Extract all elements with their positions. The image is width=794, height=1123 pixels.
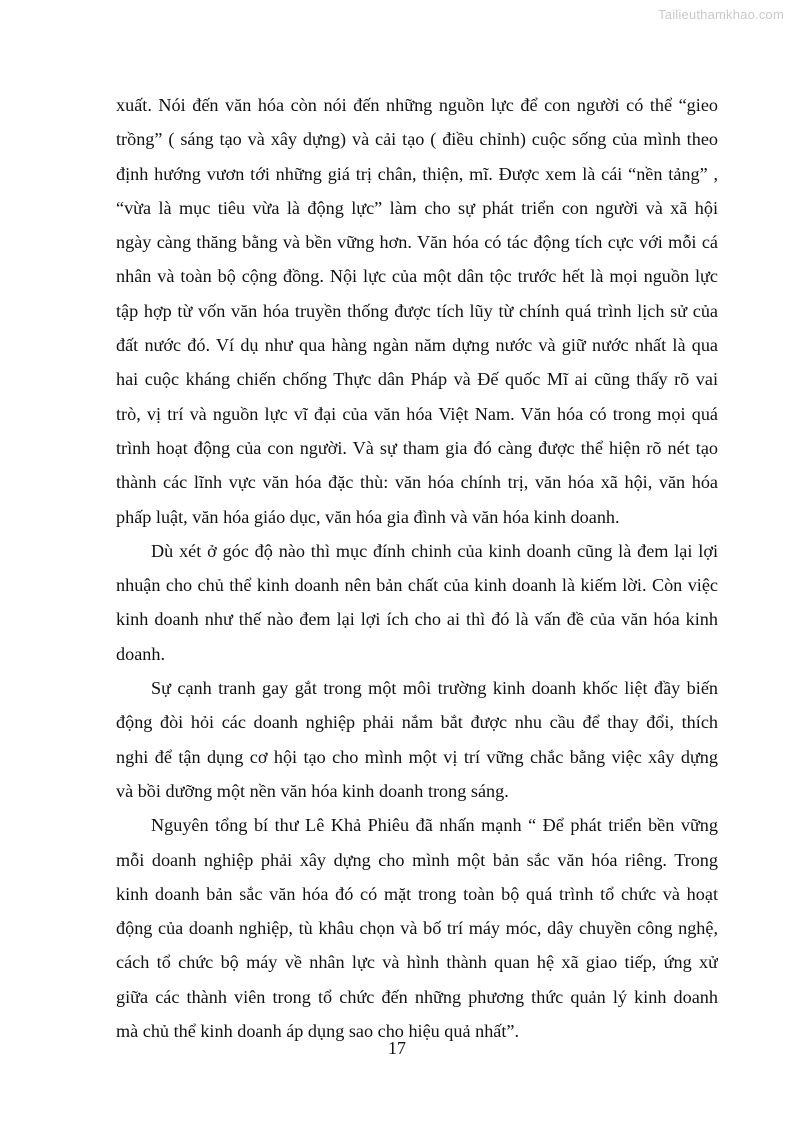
text-line: trò, vị trí và nguồn lực vĩ đại của văn hóa Việt Nam. Văn hóa có trong mọi quá (116, 403, 718, 424)
text-line: động của doanh nghiệp, tù khâu chọn và bố trí máy móc, dây chuyền công nghệ, (116, 918, 718, 939)
text-line: động đòi hỏi các doanh nghiệp phải nắm bắt được nhu cầu để thay đổi, thích (116, 712, 718, 733)
text-line: giữa các thành viên trong tổ chức đến những phương thức quản lý kinh doanh (116, 986, 718, 1007)
text-line: cách tổ chức bộ máy về nhân lực và hình thành quan hệ xã giao tiếp, ứng xử (116, 952, 718, 973)
text-line: trình hoạt động của con người. Và sự tham gia đó càng được thể hiện rõ nét tạo (116, 437, 718, 458)
text-line: nhân và toàn bộ cộng đồng. Nội lực của một dân tộc trước hết là mọi nguồn lực (116, 266, 718, 287)
text-line: Sự cạnh tranh gay gắt trong một môi trường kinh doanh khốc liệt đầy biến (151, 678, 718, 699)
text-line: hai cuộc kháng chiến chống Thực dân Pháp và Đế quốc Mĩ ai cũng thấy rõ vai (116, 369, 718, 390)
text-line: tập hợp từ vốn văn hóa truyền thống được tích lũy từ chính quá trình lịch sử của (116, 300, 718, 321)
text-line: trồng” ( sáng tạo và xây dựng) và cải tạo ( điều chỉnh) cuộc sống của mình theo (116, 129, 718, 150)
text-line: thành các lĩnh vực văn hóa đặc thù: văn hóa chính trị, văn hóa xã hội, văn hóa (116, 472, 718, 493)
text-line: kinh doanh như thế nào đem lại lợi ích cho ai thì đó là vấn đề của văn hóa kinh (116, 609, 718, 630)
text-line: định hướng vươn tới những giá trị chân, thiện, mĩ. Được xem là cái “nền tảng” , (116, 163, 718, 184)
watermark: Tailieuthamkhao.com (658, 7, 784, 22)
text-line: nhuận cho chủ thể kinh doanh nên bản chất của kinh doanh là kiếm lời. Còn việc (116, 575, 718, 596)
text-line: xuất. Nói đến văn hóa còn nói đến những nguồn lực để con người có thể “gieo (116, 95, 718, 115)
text-line: nghi để tận dụng cơ hội tạo cho mình một vị trí vững chắc bằng việc xây dựng (116, 746, 718, 767)
text-line: đất nước đó. Ví dụ như qua hàng ngàn năm dựng nước và giữ nước nhất là qua (116, 335, 718, 356)
text-line: “vừa là mục tiêu vừa là động lực” làm cho sự phát triển con người và xã hội (116, 197, 718, 218)
text-line: mà chủ thể kinh doanh áp dụng sao cho hiệu quả nhất”. (116, 1021, 520, 1042)
document-body (116, 88, 718, 1048)
text-line: doanh. (116, 643, 165, 664)
text-line: Nguyên tổng bí thư Lê Khả Phiêu đã nhấn mạnh “ Để phát triển bền vững (151, 815, 718, 836)
text-line: và bồi dưỡng một nền văn hóa kinh doanh trong sáng. (116, 780, 509, 801)
text-line: phấp luật, văn hóa giáo dục, văn hóa gia đình và văn hóa kinh doanh. (116, 506, 620, 527)
text-line: kinh doanh bản sắc văn hóa đó có mặt trong toàn bộ quá trình tổ chức và hoạt (116, 883, 718, 904)
text-line: ngày càng thăng bằng và bền vững hơn. Văn hóa có tác động tích cực với mỗi cá (116, 232, 718, 253)
text-line: mỗi doanh nghiệp phải xây dựng cho mình một bản sắc văn hóa riêng. Trong (116, 849, 718, 870)
text-line: Dù xét ở góc độ nào thì mục đính chinh của kinh doanh cũng là đem lại lợi (151, 540, 718, 561)
page-number: 17 (388, 1038, 406, 1058)
